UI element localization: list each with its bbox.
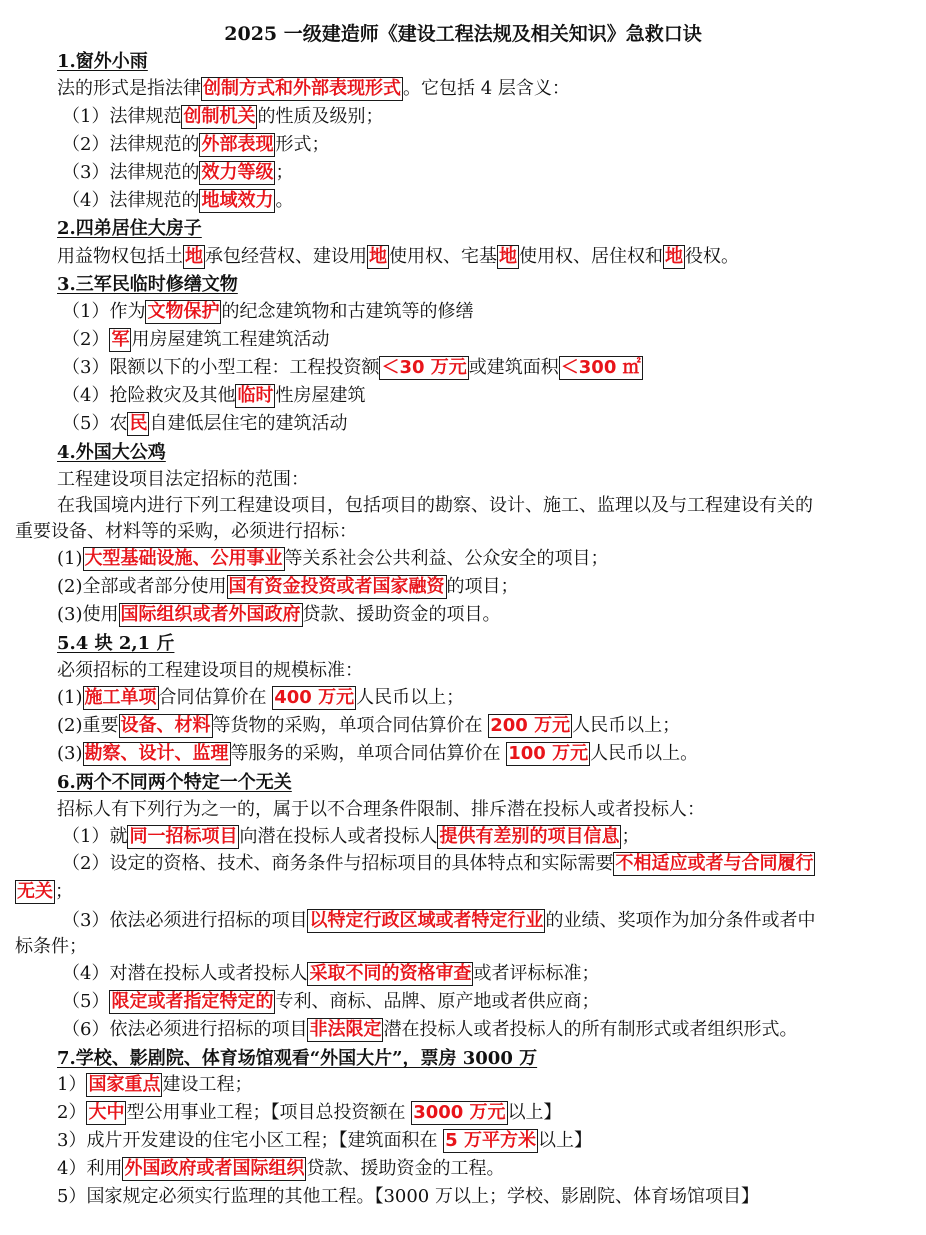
text-run: （2）法律规范的 [62,134,200,155]
text-line [57,714,680,738]
text-line [62,825,639,849]
keyword-highlight: 施工单项 [84,687,157,708]
text-run: 等关系社会公共利益、公众安全的项目； [284,548,609,569]
text-run: （1）法律规范 [62,106,182,127]
keyword-highlight: 外国政府或者国际组织 [124,1158,305,1179]
text-run: 。 [275,190,294,211]
text-run: 型公用事业工程；【项目总投资额在 [126,1102,412,1123]
keyword-highlight: 地 [369,246,387,267]
text-line [57,1129,592,1153]
text-line [62,852,815,876]
text-run: 自建低层住宅的建筑活动 [149,413,348,434]
text-line [57,798,705,822]
text-run: 。它包括 4 层含义： [403,78,570,99]
text-run: （3）限额以下的小型工程：工程投资额 [62,357,380,378]
text-line [57,1101,562,1125]
text-run: 或建筑面积 [468,357,559,378]
section-heading [57,632,174,656]
keyword-highlight: 同一招标项目 [129,826,238,847]
text-run: (2)全部或者部分使用 [57,576,227,597]
text-run: 形式； [275,134,330,155]
keyword-highlight: 200 万元 [490,715,571,736]
keyword-highlight: 军 [111,329,130,350]
keyword-highlight: 国际组织或者外国政府 [120,604,301,625]
text-line [57,686,464,710]
keyword-highlight: 100 万元 [508,743,589,764]
text-run: 的性质及级别； [257,106,384,127]
keyword-highlight: 无关 [17,881,53,902]
text-run: (2)重要 [57,715,119,736]
text-run: 向潜在投标人或者投标人 [239,826,438,847]
text-run: 工程建设项目法定招标的范围： [57,469,309,490]
text-run: 4）利用 [57,1158,123,1179]
keyword-highlight: ＜300 ㎡ [560,357,641,378]
keyword-highlight: 3000 万元 [413,1102,506,1123]
text-run: ； [621,826,640,847]
text-run: 人民币以上。 [590,743,699,764]
section-heading-text: 6.两个不同两个特定一个无关 [57,772,292,793]
keyword-highlight: 不相适应或者与合同履行 [615,853,814,874]
keyword-highlight: 非法限定 [309,1019,382,1040]
text-run: （6）依法必须进行招标的项目 [62,1019,308,1040]
keyword-highlight: 民 [129,413,148,434]
section-heading [57,1047,537,1071]
keyword-highlight: 5 万平方米 [445,1130,536,1151]
text-line [62,990,599,1014]
keyword-highlight: 创制机关 [183,106,256,127]
text-run: 5）国家规定必须实行监理的其他工程。【3000 万以上；学校、影剧院、体育场馆项目】 [57,1186,759,1207]
text-run: 承包经营权、建设用 [205,246,367,267]
section-heading-text: 1.窗外小雨 [57,51,148,72]
text-line [62,412,347,436]
text-run: （4）法律规范的 [62,190,200,211]
text-line [62,300,473,324]
text-run: （3）依法必须进行招标的项目 [62,910,308,931]
text-line [57,494,813,518]
keyword-highlight: 采取不同的资格审查 [309,963,472,984]
text-run: 等货物的采购，单项合同估算价在 [212,715,489,736]
text-run: 用房屋建筑工程建筑活动 [131,329,330,350]
text-run: 招标人有下列行为之一的，属于以不合理条件限制、排斥潜在投标人或者投标人： [57,799,705,820]
section-heading [57,771,292,795]
text-line [57,1073,252,1097]
text-run: （4）对潜在投标人或者投标人 [62,963,308,984]
text-line [62,1018,797,1042]
document-title: 2025 一级建造师《建设工程法规及相关知识》急救口诀 [224,23,702,45]
text-line [57,245,739,269]
text-run: （5）农 [62,413,128,434]
text-run: (3) [57,743,83,764]
text-run: 贷款、援助资金的工程。 [306,1158,505,1179]
text-run: 等服务的采购，单项合同估算价在 [230,743,507,764]
text-run: 重要设备、材料等的采购，必须进行招标： [15,521,357,542]
keyword-highlight: 地域效力 [201,190,274,211]
text-run: 法的形式是指法律 [57,78,201,99]
text-line [57,468,309,492]
text-run: 人民币以上； [572,715,681,736]
text-run: 合同估算价在 [158,687,273,708]
text-line [62,133,329,157]
keyword-highlight: 国有资金投资或者国家融资 [228,576,445,597]
text-run: 必须招标的工程建设项目的规模标准： [57,660,363,681]
keyword-highlight: 地 [185,246,203,267]
text-line [57,603,501,627]
section-heading-text: 4.外国大公鸡 [57,442,166,463]
text-run: 以上】 [507,1102,562,1123]
keyword-highlight: 设备、材料 [120,715,211,736]
text-line [15,520,357,544]
keyword-highlight: 限定或者指定特定的 [111,991,274,1012]
text-line [57,1157,504,1181]
section-heading [57,50,148,74]
keyword-highlight: 外部表现 [201,134,274,155]
text-line [62,161,293,185]
keyword-highlight: 地 [499,246,517,267]
text-run: (3)使用 [57,604,119,625]
keyword-highlight: 提供有差别的项目信息 [439,826,620,847]
text-run: 使用权、居住权和 [519,246,663,267]
text-run: 的业绩、奖项作为加分条件或者中 [545,910,816,931]
text-run: 在我国境内进行下列工程建设项目，包括项目的勘察、设计、施工、监理以及与工程建设有关的 [57,495,813,516]
text-run: 人民币以上； [356,687,465,708]
text-line [57,575,519,599]
text-line [62,328,329,352]
section-heading [57,273,238,297]
text-line [57,742,698,766]
text-run: （1）就 [62,826,128,847]
text-run: 3）成片开发建设的住宅小区工程；【建筑面积在 [57,1130,444,1151]
text-run: 使用权、宅基 [389,246,497,267]
text-run: （1）作为 [62,301,146,322]
text-run: 性房屋建筑 [275,385,366,406]
section-heading [57,217,202,241]
section-heading [57,441,166,465]
text-run: （5） [62,991,110,1012]
text-run: 的项目； [446,576,519,597]
keyword-highlight: 400 万元 [274,687,355,708]
keyword-highlight: 勘察、设计、监理 [84,743,229,764]
text-line [62,384,365,408]
section-heading-text: 2.四弟居住大房子 [57,218,202,239]
text-run: 或者评标标准； [473,963,600,984]
text-line [57,1185,759,1209]
section-heading-text: 3.三军民临时修缮文物 [57,274,238,295]
text-run: 役权。 [685,246,739,267]
text-run: (1) [57,548,83,569]
text-run: ； [55,881,73,902]
text-line [62,105,383,129]
keyword-highlight: 效力等级 [201,162,274,183]
keyword-highlight: 地 [665,246,683,267]
keyword-highlight: 临时 [237,385,274,406]
keyword-highlight: ＜30 万元 [381,357,467,378]
text-run: (1) [57,687,83,708]
text-line [15,935,87,959]
text-line [62,189,293,213]
text-line [62,962,599,986]
text-run: （4）抢险救灾及其他 [62,385,236,406]
text-line [57,77,570,101]
text-run: 专利、商标、品牌、原产地或者供应商； [275,991,600,1012]
text-run: 建设工程； [162,1074,253,1095]
keyword-highlight: 大型基础设施、公用事业 [84,548,283,569]
keyword-highlight: 文物保护 [147,301,220,322]
keyword-highlight: 创制方式和外部表现形式 [203,78,401,99]
keyword-highlight: 大中 [88,1102,125,1123]
section-heading-text: 5.4 块 2,1 斤 [57,633,175,654]
text-run: 的纪念建筑物和古建筑等的修缮 [221,301,474,322]
text-run: （3）法律规范的 [62,162,200,183]
keyword-highlight: 国家重点 [88,1074,161,1095]
text-run: 1） [57,1074,87,1095]
section-heading-text: 7.学校、影剧院、体育场馆观看“外国大片”，票房 3000 万 [57,1048,538,1069]
text-line [57,547,609,571]
text-line [62,909,815,933]
text-run: （2） [62,329,110,350]
text-run: 以上】 [537,1130,592,1151]
text-line [57,659,363,683]
text-line [62,356,643,380]
text-run: 贷款、援助资金的项目。 [302,604,501,625]
text-run: （2）设定的资格、技术、商务条件与招标项目的具体特点和实际需要 [62,853,614,874]
text-run: 潜在投标人或者投标人的所有制形式或者组织形式。 [383,1019,798,1040]
text-run: ； [275,162,294,183]
text-run: 用益物权包括土 [57,246,183,267]
keyword-highlight: 以特定行政区域或者特定行业 [309,910,544,931]
text-run: 2） [57,1102,87,1123]
text-run: 标条件； [15,936,87,957]
text-line [15,880,73,904]
